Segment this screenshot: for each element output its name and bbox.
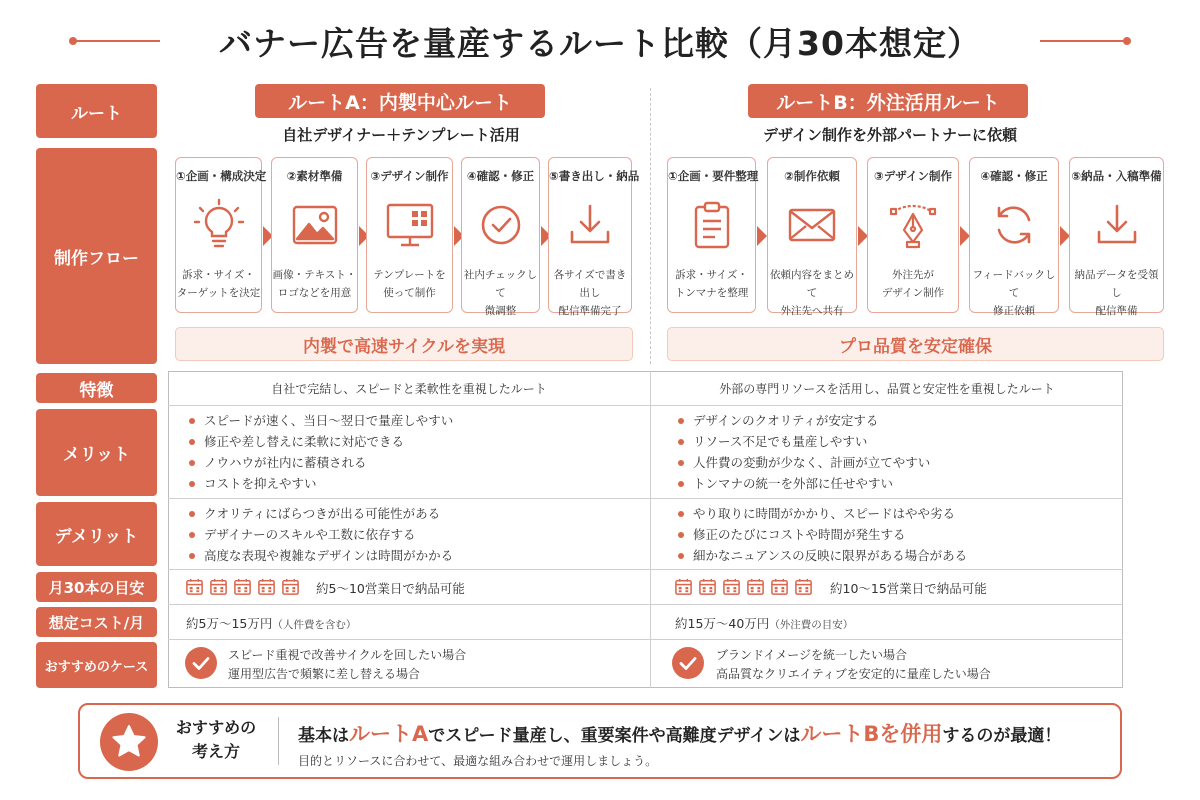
step-title: ④確認・修正 — [466, 169, 535, 183]
route-a-step-3 — [366, 157, 453, 313]
step-title: ④確認・修正 — [980, 169, 1048, 183]
calendar-icon — [722, 577, 741, 596]
calendar-icon — [257, 577, 276, 596]
route-a-case-check — [185, 647, 217, 679]
route-a-step-5 — [548, 157, 640, 317]
image-icon — [288, 198, 342, 252]
label-cases: おすすめのケース — [36, 642, 157, 688]
step-title: ⑤納品・入稿準備 — [1071, 169, 1162, 183]
calendar-icon — [185, 577, 204, 596]
check-icon — [185, 647, 217, 679]
rec-highlight-route-a: ルートA — [349, 722, 429, 746]
step-desc: 訴求・サイズ・ トンマナを整理 — [674, 269, 749, 299]
table-row-divider — [168, 498, 1123, 499]
route-b-schedule: 約10〜15営業日で納品可能 — [830, 581, 987, 596]
list-item: トンマナの統一を外部に任せやすい — [675, 473, 930, 494]
label-flow: 制作フロー — [36, 148, 157, 364]
calendar-icon — [698, 577, 717, 596]
route-a-demerits — [186, 503, 453, 566]
mail-icon — [785, 198, 839, 252]
download-icon — [1090, 198, 1144, 252]
star-icon — [100, 713, 158, 771]
list-item: デザイナーのスキルや工数に依存する — [186, 524, 453, 545]
route-b-slogan: プロ品質を安定確保 — [667, 327, 1164, 361]
step-title: ①企画・要件整理 — [668, 169, 759, 183]
step-desc: テンプレートを 使って制作 — [373, 269, 446, 299]
route-b-step-2 — [767, 157, 857, 317]
table-row-divider — [168, 639, 1123, 640]
step-desc: 各サイズで書き出し 配信準備完了 — [553, 269, 627, 317]
route-a-cases: スピード重視で改善サイクルを回したい場合 運用型広告で頻繁に差し替える場合 — [228, 648, 467, 681]
rec-main-post: するのが最適！ — [942, 726, 1062, 746]
route-a-slogan: 内製で高速サイクルを実現 — [175, 327, 633, 361]
step-desc: 依頼内容をまとめて 外注先へ共有 — [770, 269, 854, 317]
check-icon — [672, 647, 704, 679]
rec-main-pre: 基本は — [298, 726, 349, 746]
route-a-title: ルートA：内製中心ルート — [255, 84, 545, 118]
recommendation-title — [168, 716, 264, 764]
rec-title-line2: 考え方 — [191, 742, 240, 761]
list-item: スピードが速く、当日〜翌日で量産しやすい — [186, 410, 453, 431]
list-item: 細かなニュアンスの反映に限界がある場合がある — [675, 545, 967, 566]
list-item: ノウハウが社内に蓄積される — [186, 452, 453, 473]
route-a-calendar-icons — [185, 577, 300, 596]
monitor-icon — [383, 198, 437, 252]
table-column-divider — [650, 371, 651, 688]
list-item: 修正のたびにコストや時間が発生する — [675, 524, 967, 545]
lightbulb-icon — [192, 198, 246, 252]
clipboard-icon — [685, 198, 739, 252]
calendar-icon — [209, 577, 228, 596]
label-feature: 特徴 — [36, 373, 157, 403]
star-badge — [100, 713, 158, 771]
list-item: やり取りに時間がかかり、スピードはやや劣る — [675, 503, 967, 524]
rec-title-line1: おすすめの — [175, 718, 257, 737]
label-demerit: デメリット — [36, 502, 157, 566]
route-a-feature: 自社で完結し、スピードと柔軟性を重視したルート — [271, 382, 547, 396]
table-row-divider — [168, 569, 1123, 570]
recommendation-sub: 目的とリソースに合わせて、最適な組み合わせで運用しましょう。 — [298, 754, 658, 768]
step-title: ③デザイン制作 — [874, 169, 952, 183]
list-item: コストを抑えやすい — [186, 473, 453, 494]
recommendation-main — [298, 718, 1061, 748]
refresh-icon — [987, 198, 1041, 252]
cost-note: （人件費を含む） — [272, 619, 357, 631]
route-a-subtitle: 自社デザイナー＋テンプレート活用 — [282, 126, 520, 144]
route-b-cases: ブランドイメージを統一したい場合 高品質なクリエイティブを安定的に量産したい場合 — [716, 648, 991, 681]
route-b-feature: 外部の専門リソースを活用し、品質と安定性を重視したルート — [719, 382, 1055, 396]
route-b-title: ルートB：外注活用ルート — [748, 84, 1028, 118]
step-desc: 外注先が デザイン制作 — [881, 269, 945, 299]
route-b-step-4 — [969, 157, 1059, 317]
list-item: 高度な表現や複雑なデザインは時間がかかる — [186, 545, 453, 566]
rec-main-mid: でスピード量産し、重要案件や高難度デザインは — [428, 726, 801, 746]
route-a-schedule: 約5〜10営業日で納品可能 — [316, 581, 465, 596]
label-route: ルート — [36, 84, 157, 138]
list-item: 人件費の変動が少なく、計画が立てやすい — [675, 452, 930, 473]
recommendation-divider — [278, 717, 279, 765]
table-row-divider — [168, 405, 1123, 406]
label-cost: 想定コスト/月 — [36, 607, 157, 637]
check-icon — [474, 198, 528, 252]
label-merit: メリット — [36, 409, 157, 496]
route-a-step-1 — [175, 157, 267, 313]
step-title: ⑤書き出し・納品 — [549, 169, 640, 183]
list-item: デザインのクオリティが安定する — [675, 410, 930, 431]
route-b-step-5 — [1069, 157, 1164, 317]
step-title: ①企画・構成決定 — [176, 169, 267, 183]
route-b-cost — [675, 614, 853, 632]
route-b-step-1 — [667, 157, 759, 313]
list-item: クオリティにばらつきが出る可能性がある — [186, 503, 453, 524]
calendar-icon — [794, 577, 813, 596]
step-desc: 社内チェックして 微調整 — [463, 269, 538, 317]
calendar-icon — [233, 577, 252, 596]
step-desc: 画像・テキスト・ ロゴなどを用意 — [272, 269, 357, 299]
route-b-step-3 — [867, 157, 959, 313]
route-b-calendar-icons — [674, 577, 813, 596]
cost-main: 約5万〜15万円 — [186, 616, 273, 631]
route-a-step-2 — [271, 157, 358, 313]
label-schedule: 月30本の目安 — [36, 572, 157, 602]
flow-arrow — [757, 226, 767, 246]
table-row-divider — [168, 604, 1123, 605]
route-b-case-check — [672, 647, 704, 679]
route-a-cost — [186, 614, 356, 632]
pen-tool-icon — [886, 198, 940, 252]
route-b-demerits — [675, 503, 967, 566]
calendar-icon — [281, 577, 300, 596]
calendar-icon — [746, 577, 765, 596]
route-a-merits — [186, 410, 453, 494]
list-item: リソース不足でも量産しやすい — [675, 431, 930, 452]
route-b-merits — [675, 410, 930, 494]
step-desc: 納品データを受領し 配信準備 — [1074, 269, 1159, 317]
calendar-icon — [770, 577, 789, 596]
rec-highlight-route-b: ルートBを併用 — [800, 722, 943, 746]
list-item: 修正や差し替えに柔軟に対応できる — [186, 431, 453, 452]
download-icon — [563, 198, 617, 252]
step-title: ②素材準備 — [286, 169, 343, 183]
cost-main: 約15万〜40万円 — [675, 616, 770, 631]
route-b-subtitle: デザイン制作を外部パートナーに依頼 — [763, 126, 1017, 144]
step-title: ③デザイン制作 — [370, 169, 449, 183]
page-title: バナー広告を量産するルート比較（月30本想定） — [219, 24, 981, 63]
route-a-step-4 — [461, 157, 540, 317]
step-desc: 訴求・サイズ・ ターゲットを決定 — [176, 269, 261, 299]
cost-note: （外注費の目安） — [769, 619, 854, 631]
route-divider — [650, 88, 651, 364]
calendar-icon — [674, 577, 693, 596]
step-title: ②制作依頼 — [784, 169, 840, 183]
step-desc: フィードバックして 修正依頼 — [972, 269, 1056, 317]
